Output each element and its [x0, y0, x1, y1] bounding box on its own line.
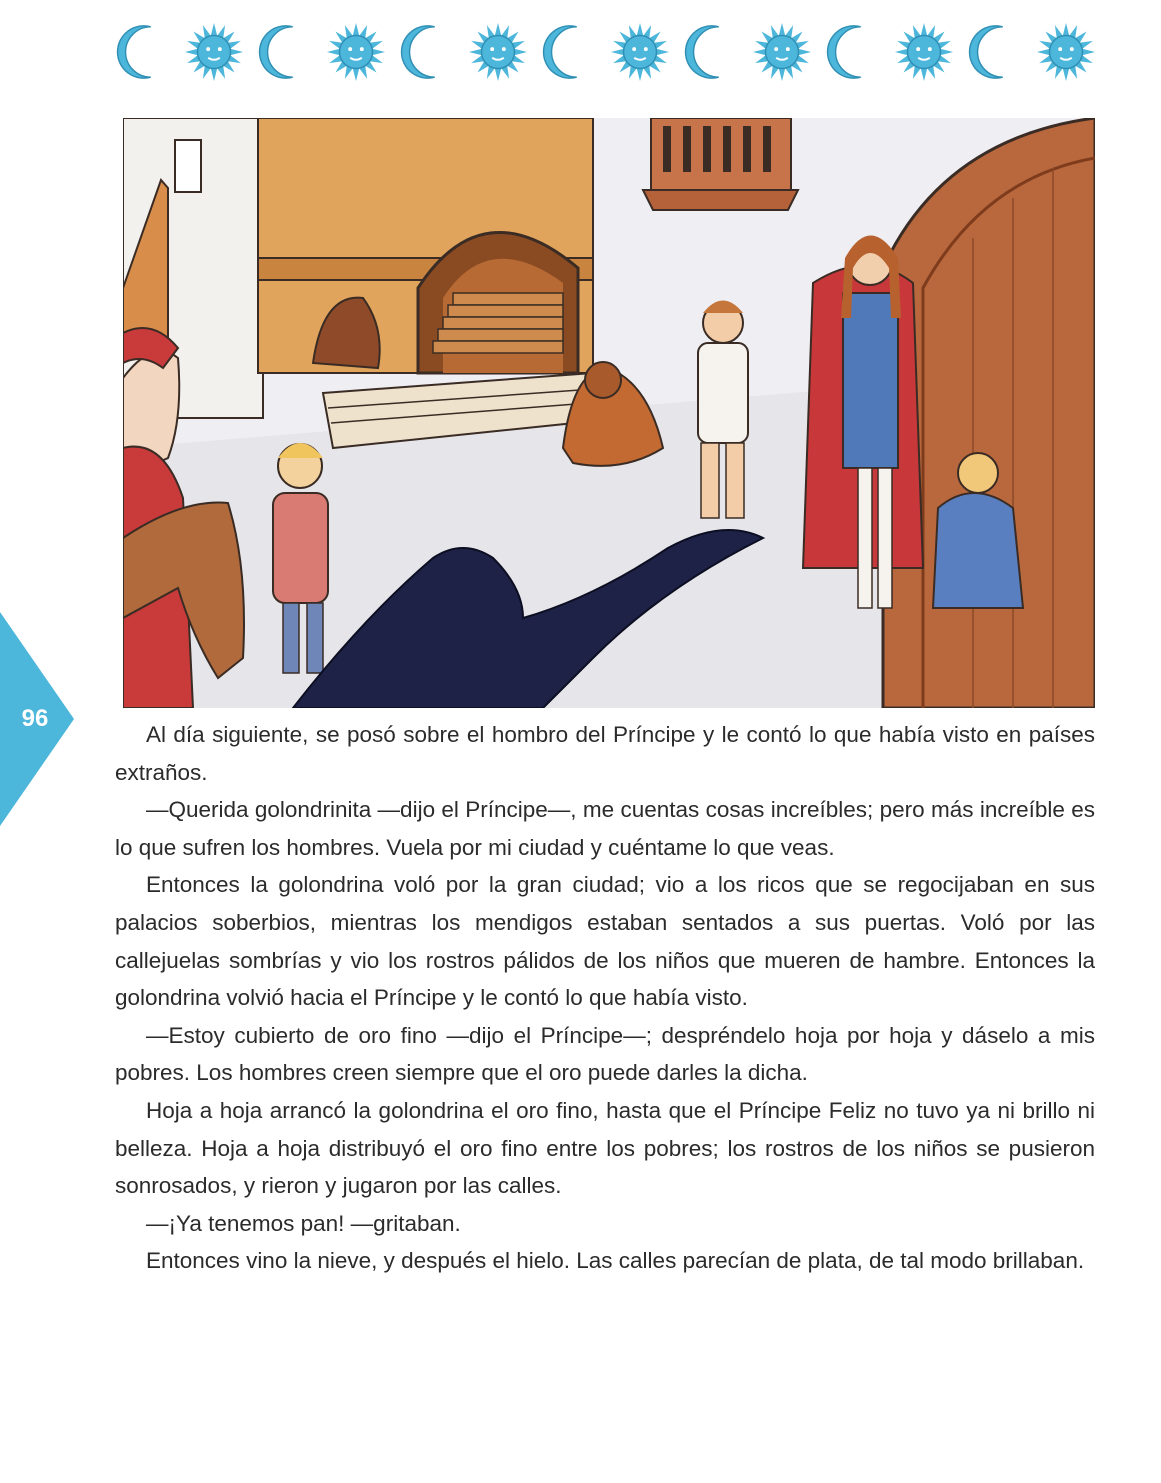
sun-icon	[467, 21, 529, 83]
story-illustration	[123, 118, 1095, 708]
story-text	[115, 716, 1095, 1280]
decorative-border	[112, 20, 1097, 84]
sun-icon	[325, 21, 387, 83]
sun-icon	[1035, 21, 1097, 83]
paragraph: —Querida golondrinita —dijo el Príncipe—, me cuentas cosas increíbles; pero más increíble es lo que sufren los hombres. Vuela por mi ciudad y cuéntame lo que veas.	[115, 797, 1095, 860]
moon-icon	[822, 21, 884, 83]
paragraph: Al día siguiente, se posó sobre el hombro del Príncipe y le contó lo que había visto en países extraños.	[115, 722, 1095, 785]
moon-icon	[538, 21, 600, 83]
sun-icon	[893, 21, 955, 83]
paragraph: Hoja a hoja arrancó la golondrina el oro fino, hasta que el Príncipe Feliz no tuvo ya ni brillo ni belleza. Hoja a hoja distribuyó el oro fino entre los pobres; los rostros de los niños se pusieron sonrosados, y rieron y jugaron por las calles.	[115, 1097, 1095, 1199]
paragraph: —Estoy cubierto de oro fino —dijo el Príncipe—; despréndelo hoja por hoja y dáselo a mis pobres. Los hombres creen siempre que el oro puede darles la dicha.	[115, 1022, 1095, 1086]
moon-icon	[964, 21, 1026, 83]
page-number: 96	[21, 705, 49, 732]
moon-icon	[396, 21, 458, 83]
sun-icon	[183, 21, 245, 83]
moon-icon	[254, 21, 316, 83]
sun-icon	[609, 21, 671, 83]
paragraph: Entonces vino la nieve, y después el hielo. Las calles parecían de plata, de tal modo brillaban.	[146, 1248, 1085, 1274]
moon-icon	[680, 21, 742, 83]
paragraph: —¡Ya tenemos pan! —gritaban.	[146, 1210, 461, 1236]
moon-icon	[112, 21, 174, 83]
sun-icon	[751, 21, 813, 83]
paragraph: Entonces la golondrina voló por la gran ciudad; vio a los ricos que se regocijaban en sus palacios soberbios, mientras los mendigos estaban sentados a sus puertas. Voló por las callejuelas sombrías y vio los rostros pálidos de los niños que mueren de hambre. Entonces la golondrina volvió hacia el Príncipe y le contó lo que había visto.	[115, 872, 1095, 1011]
